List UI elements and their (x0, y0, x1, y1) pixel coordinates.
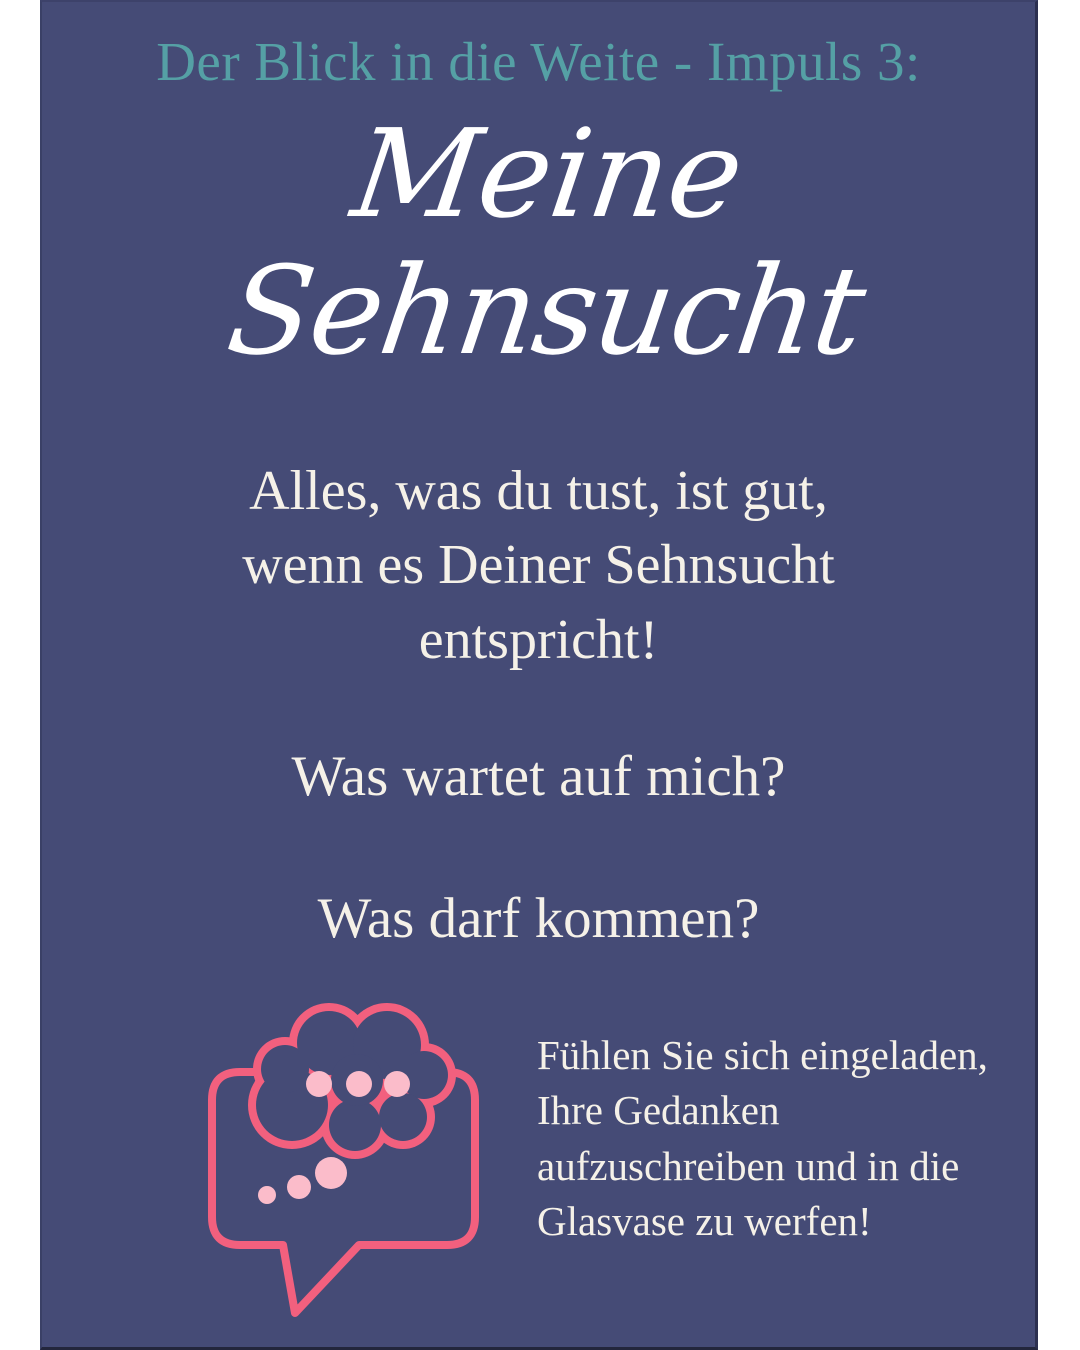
thought-bubble-icon (207, 1005, 487, 1317)
question-1: Was wartet auf mich? (291, 745, 786, 808)
invitation-line2: Ihre Gedanken (537, 1087, 780, 1134)
invitation-line4: Glasvase zu werfen! (537, 1198, 872, 1245)
quote-line2: wenn es Deiner Sehnsucht (242, 534, 835, 597)
invitation-line1: Fühlen Sie sich eingeladen, (537, 1032, 988, 1078)
quote-text (42, 454, 1035, 677)
main-title-line2: Sehnsucht (219, 239, 872, 382)
main-title-line1: Meine (344, 103, 752, 245)
quote-line3: entspricht! (418, 608, 659, 671)
cloud-dots (306, 1071, 410, 1097)
quote-line1: Alles, was du tust, ist gut, (249, 460, 828, 522)
invitation-line3: aufzuschreiben und in die (537, 1142, 960, 1189)
question-2: Was darf kommen? (317, 887, 760, 950)
main-title (23, 103, 1054, 382)
kicker-heading: Der Blick in die Weite - Impuls 3: (156, 31, 921, 92)
poster-panel (40, 0, 1038, 1350)
invitation-text (537, 1028, 1017, 1249)
